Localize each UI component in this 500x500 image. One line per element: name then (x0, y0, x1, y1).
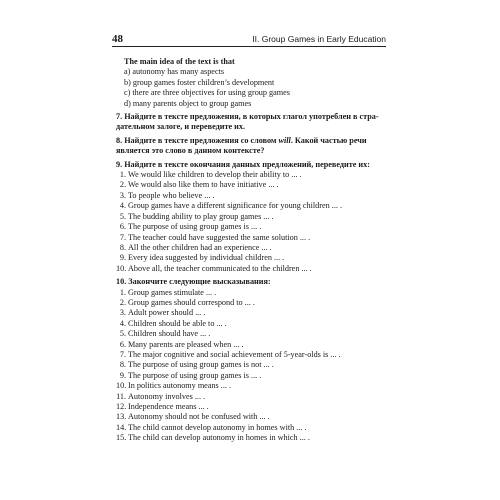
list-item-text: Children should be able to ... . (128, 318, 227, 328)
list-item (116, 319, 390, 329)
list-item-text: To people who believe ... . (128, 190, 215, 200)
list-item-number: 10. (116, 381, 127, 391)
list-item-text: Many parents are pleased when ... . (128, 339, 244, 349)
main-idea-question: The main idea of the text is that (124, 57, 235, 66)
list-item-number: 7. (119, 349, 126, 359)
list-item-number: 3. (119, 308, 126, 318)
list-item-text: Autonomy should not be confused with ... . (128, 412, 270, 422)
list-item (116, 308, 390, 318)
list-item-number: 10. (116, 263, 127, 273)
list-item-text: Every idea suggested by individual children ... . (128, 253, 285, 263)
task-7-line2: дательном залоге, и переведите их. (116, 122, 246, 132)
list-item-text: Group games have a different significance for young children ... . (128, 201, 343, 211)
list-item (116, 264, 390, 274)
list-item-number: 5. (119, 211, 126, 221)
list-item (116, 433, 390, 443)
list-item (116, 170, 390, 180)
list-item-number: 2. (119, 297, 126, 307)
list-item-number: 2. (119, 180, 126, 190)
list-item (116, 360, 390, 370)
list-item (116, 402, 390, 412)
list-item-text: The purpose of using group games is ... . (128, 370, 262, 380)
list-item-text: The purpose of using group games is ... . (128, 222, 262, 232)
list-item-number: 9. (119, 253, 126, 263)
main-idea-option: a) autonomy has many aspects (124, 67, 225, 77)
main-idea-option: d) many parents object to group games (124, 98, 252, 108)
task-9-list (116, 170, 390, 274)
list-item-text: Adult power should ... . (128, 308, 206, 318)
list-item-text: Group games should correspond to ... . (128, 297, 255, 307)
list-item-number: 6. (119, 222, 126, 232)
list-item-number: 11. (116, 391, 126, 401)
list-item (116, 180, 390, 190)
list-item-text: Children should have ... . (128, 329, 211, 339)
list-item (116, 212, 390, 222)
list-item (116, 412, 390, 422)
list-item-text: We would also like them to have initiative ... . (128, 180, 279, 190)
list-item-number: 8. (119, 360, 126, 370)
list-item-text: We would like children to develop their ability to ... . (128, 170, 302, 180)
list-item-number: 15. (116, 433, 127, 443)
list-item-number: 13. (116, 412, 127, 422)
list-item (116, 222, 390, 232)
page-number: 48 (112, 33, 123, 45)
list-item (116, 298, 390, 308)
task-8-line2: является это слово в данном контексте? (116, 146, 265, 156)
list-item (116, 392, 390, 402)
list-item (116, 253, 390, 263)
list-item (116, 350, 390, 360)
list-item (116, 381, 390, 391)
task-7-line1: 7. Найдите в тексте предложения, в которых глагол употреблен в стра- (116, 112, 379, 122)
task-10-list (116, 288, 390, 444)
list-item (116, 233, 390, 243)
list-item-number: 14. (116, 422, 127, 432)
task-8-line1 (116, 136, 390, 146)
list-item-number: 4. (119, 318, 126, 328)
list-item-number: 3. (119, 190, 126, 200)
list-item-number: 9. (119, 370, 126, 380)
list-item-number: 8. (119, 242, 126, 252)
list-item-text: Above all, the teacher communicated to the children ... . (128, 263, 312, 273)
task-9-title: 9. Найдите в тексте окончания данных предложений, переведите их: (116, 159, 370, 169)
list-item-number: 7. (119, 232, 126, 242)
list-item-text: Independence means ... . (128, 402, 209, 411)
page-body (116, 57, 390, 444)
main-idea-option: b) group games foster children’s development (124, 77, 275, 87)
list-item-text: The teacher could have suggested the same solution ... . (128, 232, 311, 242)
list-item-text: Autonomy involves ... . (128, 391, 206, 401)
running-head: II. Group Games in Early Education (252, 34, 386, 44)
list-item-text: The purpose of using group games is not ... . (128, 360, 274, 370)
list-item (116, 329, 390, 339)
page-header (112, 30, 386, 47)
list-item-text: Group games stimulate ... . (128, 287, 217, 297)
list-item (116, 288, 390, 298)
task-8-part2: . Какой частью речи (290, 135, 367, 145)
list-item-text: The child cannot develop autonomy in homes with ... . (128, 422, 307, 432)
list-item (116, 201, 390, 211)
list-item-text: The budding ability to play group games ... . (128, 211, 274, 221)
list-item-text: The child can develop autonomy in homes in which ... . (128, 433, 310, 443)
list-item (116, 243, 390, 253)
list-item-number: 12. (116, 402, 127, 411)
list-item-number: 6. (119, 339, 126, 349)
list-item-number: 1. (119, 287, 126, 297)
list-item-text: In politics autonomy means ... . (128, 381, 232, 391)
main-idea-option: c) there are three objectives for using group games (124, 88, 290, 98)
list-item-text: The major cognitive and social achievement of 5-year-olds is ... . (128, 349, 341, 359)
list-item (116, 191, 390, 201)
list-item (116, 371, 390, 381)
task-8-word: will (278, 135, 291, 145)
list-item-number: 1. (119, 170, 126, 180)
list-item-number: 5. (119, 329, 126, 339)
list-item-text: All the other children had an experience ... . (128, 242, 272, 252)
task-10-title: 10. Закончите следующие высказывания: (116, 277, 271, 287)
list-item (116, 340, 390, 350)
task-8-part1: 8. Найдите в тексте предложения со словом (116, 135, 279, 145)
list-item-number: 4. (119, 201, 126, 211)
list-item (116, 423, 390, 433)
